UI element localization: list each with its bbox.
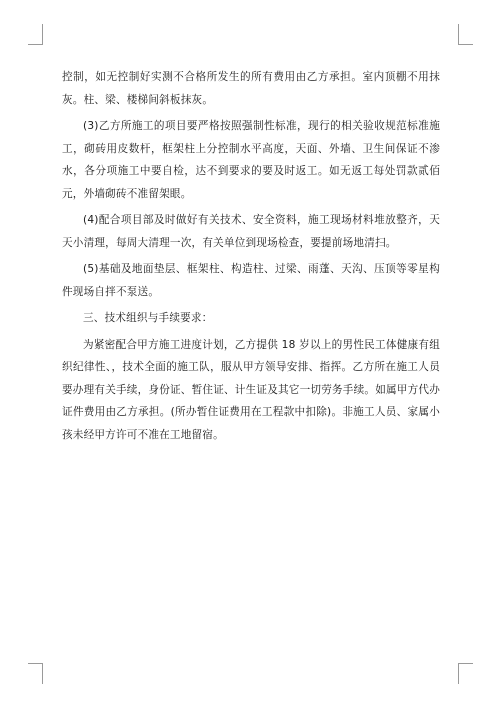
section-heading: 三、技术组织与手续要求： bbox=[83, 312, 213, 324]
document-body bbox=[62, 66, 440, 450]
paragraph-continuation: 控制，如无控制好实测不合格所发生的所有费用由乙方承担。室内顶棚不用抹灰。柱、梁、楼梯间斜板抹灰。 bbox=[62, 71, 440, 106]
paragraph-requirements: 为紧密配合甲方施工进度计划，乙方提供 18 岁以上的男性民工体健康有组织纪律性、，技术全面的施工队，服从甲方领导安排、指挥。乙方所在施工人员要办理有关手续，身份证、暂住证、计生证及其它一切劳务手续。如属甲方代办证件费用由乙方承担。(所办暂住证费用在工程款中扣除)。非施工人员、家属小孩未经甲方许可不准在工地留宿。 bbox=[62, 338, 440, 441]
crop-mark-top-right bbox=[458, 24, 473, 45]
paragraph-item-3: (3)乙方所施工的项目要严格按照强制性标准，现行的相关验收规范标准施工，砌砖用皮数杆，框架柱上分控制水平高度，天面、外墙、卫生间保证不渗水，各分项施工中要自检，达不到要求的要及时返工。如无返工每处罚款贰佰元，外墙砌砖不准留架眼。 bbox=[62, 120, 440, 200]
crop-mark-top-left bbox=[28, 24, 43, 45]
crop-mark-bottom-right bbox=[458, 663, 473, 684]
paragraph-item-5: (5)基础及地面垫层、框架柱、构造柱、过梁、雨蓬、天沟、压顶等零星构件现场自拌不泵送。 bbox=[62, 263, 440, 298]
paragraph-item-4: (4)配合项目部及时做好有关技术、安全资料，施工现场材料堆放整齐，天天小清理，每周大清理一次，有关单位到现场检查，要提前场地清扫。 bbox=[62, 214, 440, 249]
crop-mark-bottom-left bbox=[28, 663, 43, 684]
